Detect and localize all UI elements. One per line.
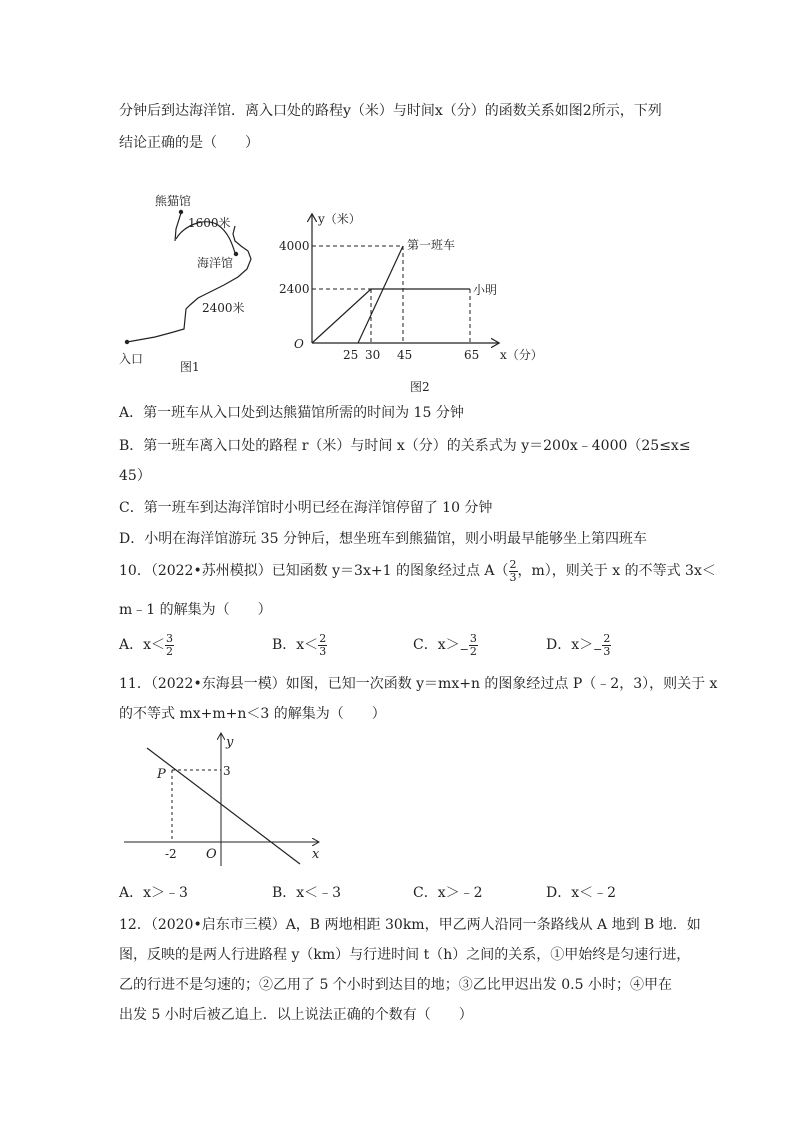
q10-opt-a-prefix: A．x＜ (119, 637, 166, 653)
q9-intro-line2: 结论正确的是（ ） (119, 135, 259, 151)
q11-option-c: C．x＞﹣2 (413, 885, 483, 901)
q11-stem-line1: 11．（2022•东海县一模）如图，已知一次函数 y＝mx+n 的图象经过点 P（﹣2，3），则关于 x (119, 676, 718, 692)
q10-opt-d-sign: − (593, 643, 603, 656)
q10-stem-line2: m﹣1 的解集为（ ） (119, 602, 272, 618)
q10-opt-c-num: 3 (469, 631, 477, 645)
q10-option-c (413, 631, 478, 664)
q11-label-x: x (312, 847, 320, 862)
fig1-route-path (127, 226, 251, 342)
fig2-xtick-25: 25 (343, 348, 359, 362)
q10-opt-c-den: 2 (469, 644, 477, 658)
q9-figure2-graph (279, 205, 575, 400)
q10-opt-a-frac (165, 633, 174, 658)
fig1-label-ocean: 海洋馆 (197, 256, 234, 270)
q10-option-a (119, 631, 174, 659)
fig2-y-axis-label: y（米） (318, 212, 361, 226)
q10-option-b (272, 631, 327, 659)
q11-tick-3: 3 (223, 764, 231, 778)
q12-line2: 图，反映的是两人行进路程 y（km）与行进时间 t（h）之间的关系，①甲始终是匀速行进， (119, 947, 691, 963)
q10-opt-b-num: 2 (319, 631, 327, 645)
fig2-ytick-4000: 4000 (279, 239, 310, 253)
fig1-label-2400: 2400米 (202, 301, 245, 315)
q11-option-d: D．x＜﹣2 (546, 885, 617, 901)
fig2-ytick-2400: 2400 (279, 282, 310, 296)
q10-opt-a-den: 2 (166, 644, 174, 658)
q10-opt-d-prefix: D．x＞ (546, 637, 594, 653)
q10-frac-den: 3 (509, 570, 517, 584)
q11-option-a: A．x＞﹣3 (119, 885, 188, 901)
q10-opt-d-num: 2 (603, 631, 611, 645)
fig1-caption: 图1 (180, 360, 200, 374)
q10-opt-b-frac (318, 633, 327, 658)
fig1-label-panda: 熊猫馆 (155, 194, 192, 208)
q10-stem-a: 10．（2022•苏州模拟）已知函数 y＝3x+1 的图象经过点 A（ (119, 563, 509, 579)
q12-line4: 出发 5 小时后被乙追上．以上说法正确的个数有（ ） (119, 1007, 473, 1023)
q12-line3: 乙的行进不是匀速的；②乙用了 5 个小时到达目的地；③乙比甲迟出发 0.5 小时；④甲在 (119, 977, 672, 993)
q10-opt-b-prefix: B．x＜ (272, 637, 319, 653)
q9-option-b-line1: B．第一班车离入口处的路程 r（米）与时间 x（分）的关系式为 y＝200x﹣4000（25≤x≤ (119, 438, 691, 454)
fig2-xtick-30: 30 (365, 348, 381, 362)
q9-option-b-line2: 45） (119, 468, 151, 484)
q10-stem-line1 (119, 557, 716, 585)
q9-option-a: A．第一班车从入口处到达熊猫馆所需的时间为 15 分钟 (119, 405, 464, 421)
q10-stem-b: ，m），则关于 x 的不等式 3x＜ (517, 563, 716, 579)
fig2-xtick-45: 45 (397, 348, 413, 362)
q10-opt-b-den: 3 (319, 644, 327, 658)
fig2-x-axis-label: x（分） (500, 348, 543, 362)
q10-opt-d-frac (602, 633, 611, 658)
q9-figure1-map (110, 185, 280, 380)
q10-option-d (546, 631, 611, 664)
q9-option-d: D．小明在海洋馆游玩 35 分钟后，想坐班车到熊猫馆，则小明最早能够坐上第四班车 (119, 531, 647, 547)
q10-point-fraction (509, 559, 518, 584)
q9-intro-line1: 分钟后到达海洋馆．离入口处的路程y（米）与时间x（分）的函数关系如图2所示，下列 (119, 103, 662, 119)
q11-label-origin: O (206, 847, 217, 862)
fig2-caption: 图2 (410, 380, 430, 394)
q10-opt-d-den: 3 (603, 644, 611, 658)
q12-line1: 12．（2020•启东市三模）A，B 两地相距 30km，甲乙两人沿同一条路线从 A 地到 B 地．如 (119, 917, 701, 933)
q9-option-c: C．第一班车到达海洋馆时小明已经在海洋馆停留了 10 分钟 (119, 500, 493, 516)
fig1-label-1600: 1600米 (188, 216, 231, 230)
fig1-entrance-dot (125, 340, 129, 344)
fig2-label-bus: 第一班车 (407, 238, 456, 252)
fig1-panda-dot (179, 210, 183, 214)
q11-label-p: P (157, 767, 166, 782)
q11-stem-line2: 的不等式 mx+m+n＜3 的解集为（ ） (119, 706, 386, 722)
fig2-xiaoming-line (312, 289, 470, 343)
fig2-origin: O (294, 337, 304, 351)
fig2-label-xiaoming: 小明 (473, 283, 498, 297)
q10-opt-c-frac (469, 633, 478, 658)
q11-option-b: B．x＜﹣3 (272, 885, 342, 901)
q11-label-y: y (226, 735, 234, 750)
q10-opt-a-num: 3 (166, 631, 174, 645)
fig2-xtick-65: 65 (464, 348, 480, 362)
q10-opt-c-sign: − (459, 643, 469, 656)
q10-opt-c-prefix: C．x＞ (413, 637, 460, 653)
fig1-label-entrance: 入口 (119, 352, 144, 366)
fig1-ocean-dot (234, 252, 238, 256)
q10-frac-num: 2 (509, 557, 517, 571)
q11-tick-neg2: -2 (165, 847, 177, 861)
q11-graph (120, 730, 340, 870)
